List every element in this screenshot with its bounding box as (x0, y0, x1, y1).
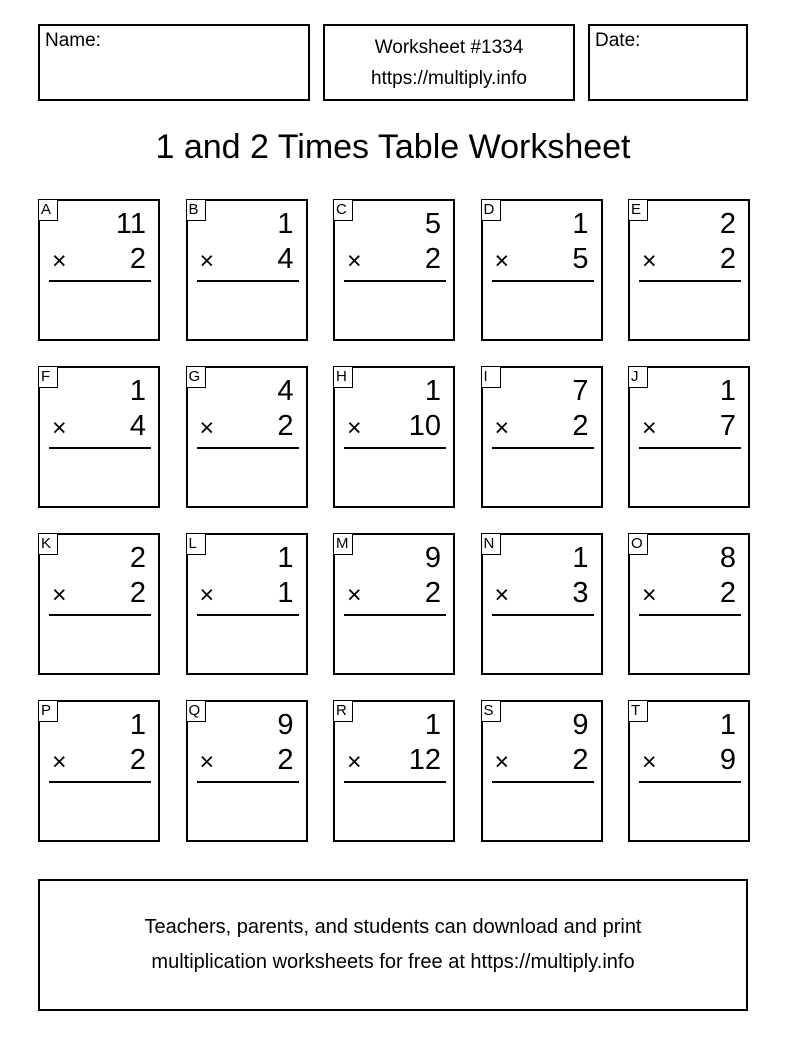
multiplier: 12 (408, 744, 441, 776)
problem-grid (38, 199, 750, 843)
multiplier: 2 (129, 243, 146, 275)
answer-line (49, 781, 151, 783)
problem-letter: D (481, 199, 501, 221)
problem-letter: G (186, 366, 206, 388)
footer-text-line-1: Teachers, parents, and students can download and print (144, 916, 642, 938)
problem-card (186, 700, 308, 842)
problem-letter: L (186, 533, 206, 555)
multiplier: 3 (572, 577, 589, 609)
problem-letter: C (333, 199, 353, 221)
multiplicand: 1 (424, 375, 441, 407)
name-field-box[interactable] (38, 24, 310, 101)
problem-letter: J (628, 366, 648, 388)
answer-line (197, 447, 299, 449)
multiplier: 2 (277, 410, 294, 442)
multiplier: 2 (572, 744, 589, 776)
problem-letter: M (333, 533, 353, 555)
multiplicand: 2 (129, 542, 146, 574)
multiply-sign: × (52, 247, 67, 275)
problem-card (333, 366, 455, 508)
answer-line (197, 280, 299, 282)
problem-letter: N (481, 533, 501, 555)
multiplicand: 5 (424, 208, 441, 240)
problem-card (628, 199, 750, 341)
multiplier: 2 (424, 577, 441, 609)
multiplier: 4 (277, 243, 294, 275)
multiply-sign: × (52, 581, 67, 609)
multiplier: 2 (572, 410, 589, 442)
problem-letter: P (38, 700, 58, 722)
multiplier: 2 (129, 577, 146, 609)
answer-line (639, 614, 741, 616)
problem-card (481, 366, 603, 508)
footer-box (38, 879, 748, 1011)
problem-card (333, 533, 455, 675)
multiplicand: 1 (719, 375, 736, 407)
multiply-sign: × (199, 247, 215, 275)
problem-card (38, 366, 160, 508)
multiplicand: 4 (277, 375, 294, 407)
multiplier: 2 (424, 243, 441, 275)
answer-line (492, 280, 594, 282)
multiply-sign: × (347, 414, 362, 442)
footer-text-line-2: multiplication worksheets for free at https://multiply.info (151, 951, 635, 973)
problem-card (186, 366, 308, 508)
multiplicand: 9 (572, 709, 589, 741)
answer-line (639, 781, 741, 783)
problem-card (628, 700, 750, 842)
multiplier: 7 (719, 410, 736, 442)
problem-letter: T (628, 700, 648, 722)
multiply-sign: × (52, 748, 67, 776)
problem-card (333, 199, 455, 341)
multiplicand: 11 (115, 208, 146, 240)
answer-line (344, 447, 446, 449)
multiplier: 2 (719, 243, 736, 275)
problem-card (38, 700, 160, 842)
problem-letter: E (628, 199, 648, 221)
answer-line (344, 781, 446, 783)
multiplicand: 1 (277, 208, 294, 240)
worksheet-info-box (323, 24, 575, 101)
multiply-sign: × (642, 247, 657, 275)
date-field-box[interactable] (588, 24, 748, 101)
problem-card (628, 366, 750, 508)
multiplier: 5 (572, 243, 589, 275)
multiplier: 4 (129, 410, 146, 442)
multiplier: 2 (277, 744, 294, 776)
multiplicand: 1 (424, 709, 441, 741)
multiplicand: 1 (129, 375, 146, 407)
multiply-sign: × (347, 247, 362, 275)
multiplicand: 9 (424, 542, 441, 574)
multiplier: 10 (408, 410, 441, 442)
multiply-sign: × (642, 748, 657, 776)
answer-line (49, 280, 151, 282)
problem-letter: K (38, 533, 58, 555)
multiplicand: 1 (572, 542, 589, 574)
problem-letter: I (481, 366, 501, 388)
problem-card (38, 533, 160, 675)
problem-card (628, 533, 750, 675)
problem-letter: A (38, 199, 58, 221)
answer-line (344, 614, 446, 616)
worksheet-url[interactable]: https://multiply.info (371, 68, 527, 89)
multiplicand: 7 (572, 375, 589, 407)
problem-letter: H (333, 366, 353, 388)
multiply-sign: × (494, 414, 510, 442)
multiplicand: 1 (277, 542, 294, 574)
multiply-sign: × (347, 581, 362, 609)
problem-card (186, 199, 308, 341)
multiplicand: 8 (719, 542, 736, 574)
name-label: Name: (45, 30, 101, 51)
problem-card (333, 700, 455, 842)
answer-line (197, 614, 299, 616)
multiply-sign: × (494, 581, 510, 609)
multiply-sign: × (642, 581, 657, 609)
problem-letter: R (333, 700, 353, 722)
multiplicand: 2 (719, 208, 736, 240)
answer-line (492, 447, 594, 449)
answer-line (49, 614, 151, 616)
page-title: 1 and 2 Times Table Worksheet (155, 128, 631, 166)
answer-line (639, 280, 741, 282)
problem-card (186, 533, 308, 675)
multiply-sign: × (347, 748, 362, 776)
multiply-sign: × (642, 414, 657, 442)
answer-line (492, 781, 594, 783)
date-label: Date: (595, 30, 641, 51)
multiplicand: 1 (719, 709, 736, 741)
multiply-sign: × (494, 748, 510, 776)
multiply-sign: × (199, 748, 215, 776)
answer-line (344, 280, 446, 282)
problem-letter: B (186, 199, 206, 221)
answer-line (639, 447, 741, 449)
multiplier: 9 (719, 744, 736, 776)
problem-card (481, 199, 603, 341)
multiplier: 1 (277, 577, 294, 609)
worksheet-number: Worksheet #1334 (374, 37, 524, 58)
problem-card (481, 700, 603, 842)
multiplier: 2 (129, 744, 146, 776)
multiplier: 2 (719, 577, 736, 609)
multiply-sign: × (494, 247, 510, 275)
multiplicand: 1 (129, 709, 146, 741)
multiply-sign: × (199, 581, 215, 609)
answer-line (197, 781, 299, 783)
problem-card (38, 199, 160, 341)
problem-letter: Q (186, 700, 206, 722)
problem-letter: F (38, 366, 58, 388)
multiply-sign: × (52, 414, 67, 442)
answer-line (49, 447, 151, 449)
multiplicand: 1 (572, 208, 589, 240)
answer-line (492, 614, 594, 616)
multiplicand: 9 (277, 709, 294, 741)
problem-card (481, 533, 603, 675)
problem-letter: O (628, 533, 648, 555)
multiply-sign: × (199, 414, 215, 442)
problem-letter: S (481, 700, 501, 722)
